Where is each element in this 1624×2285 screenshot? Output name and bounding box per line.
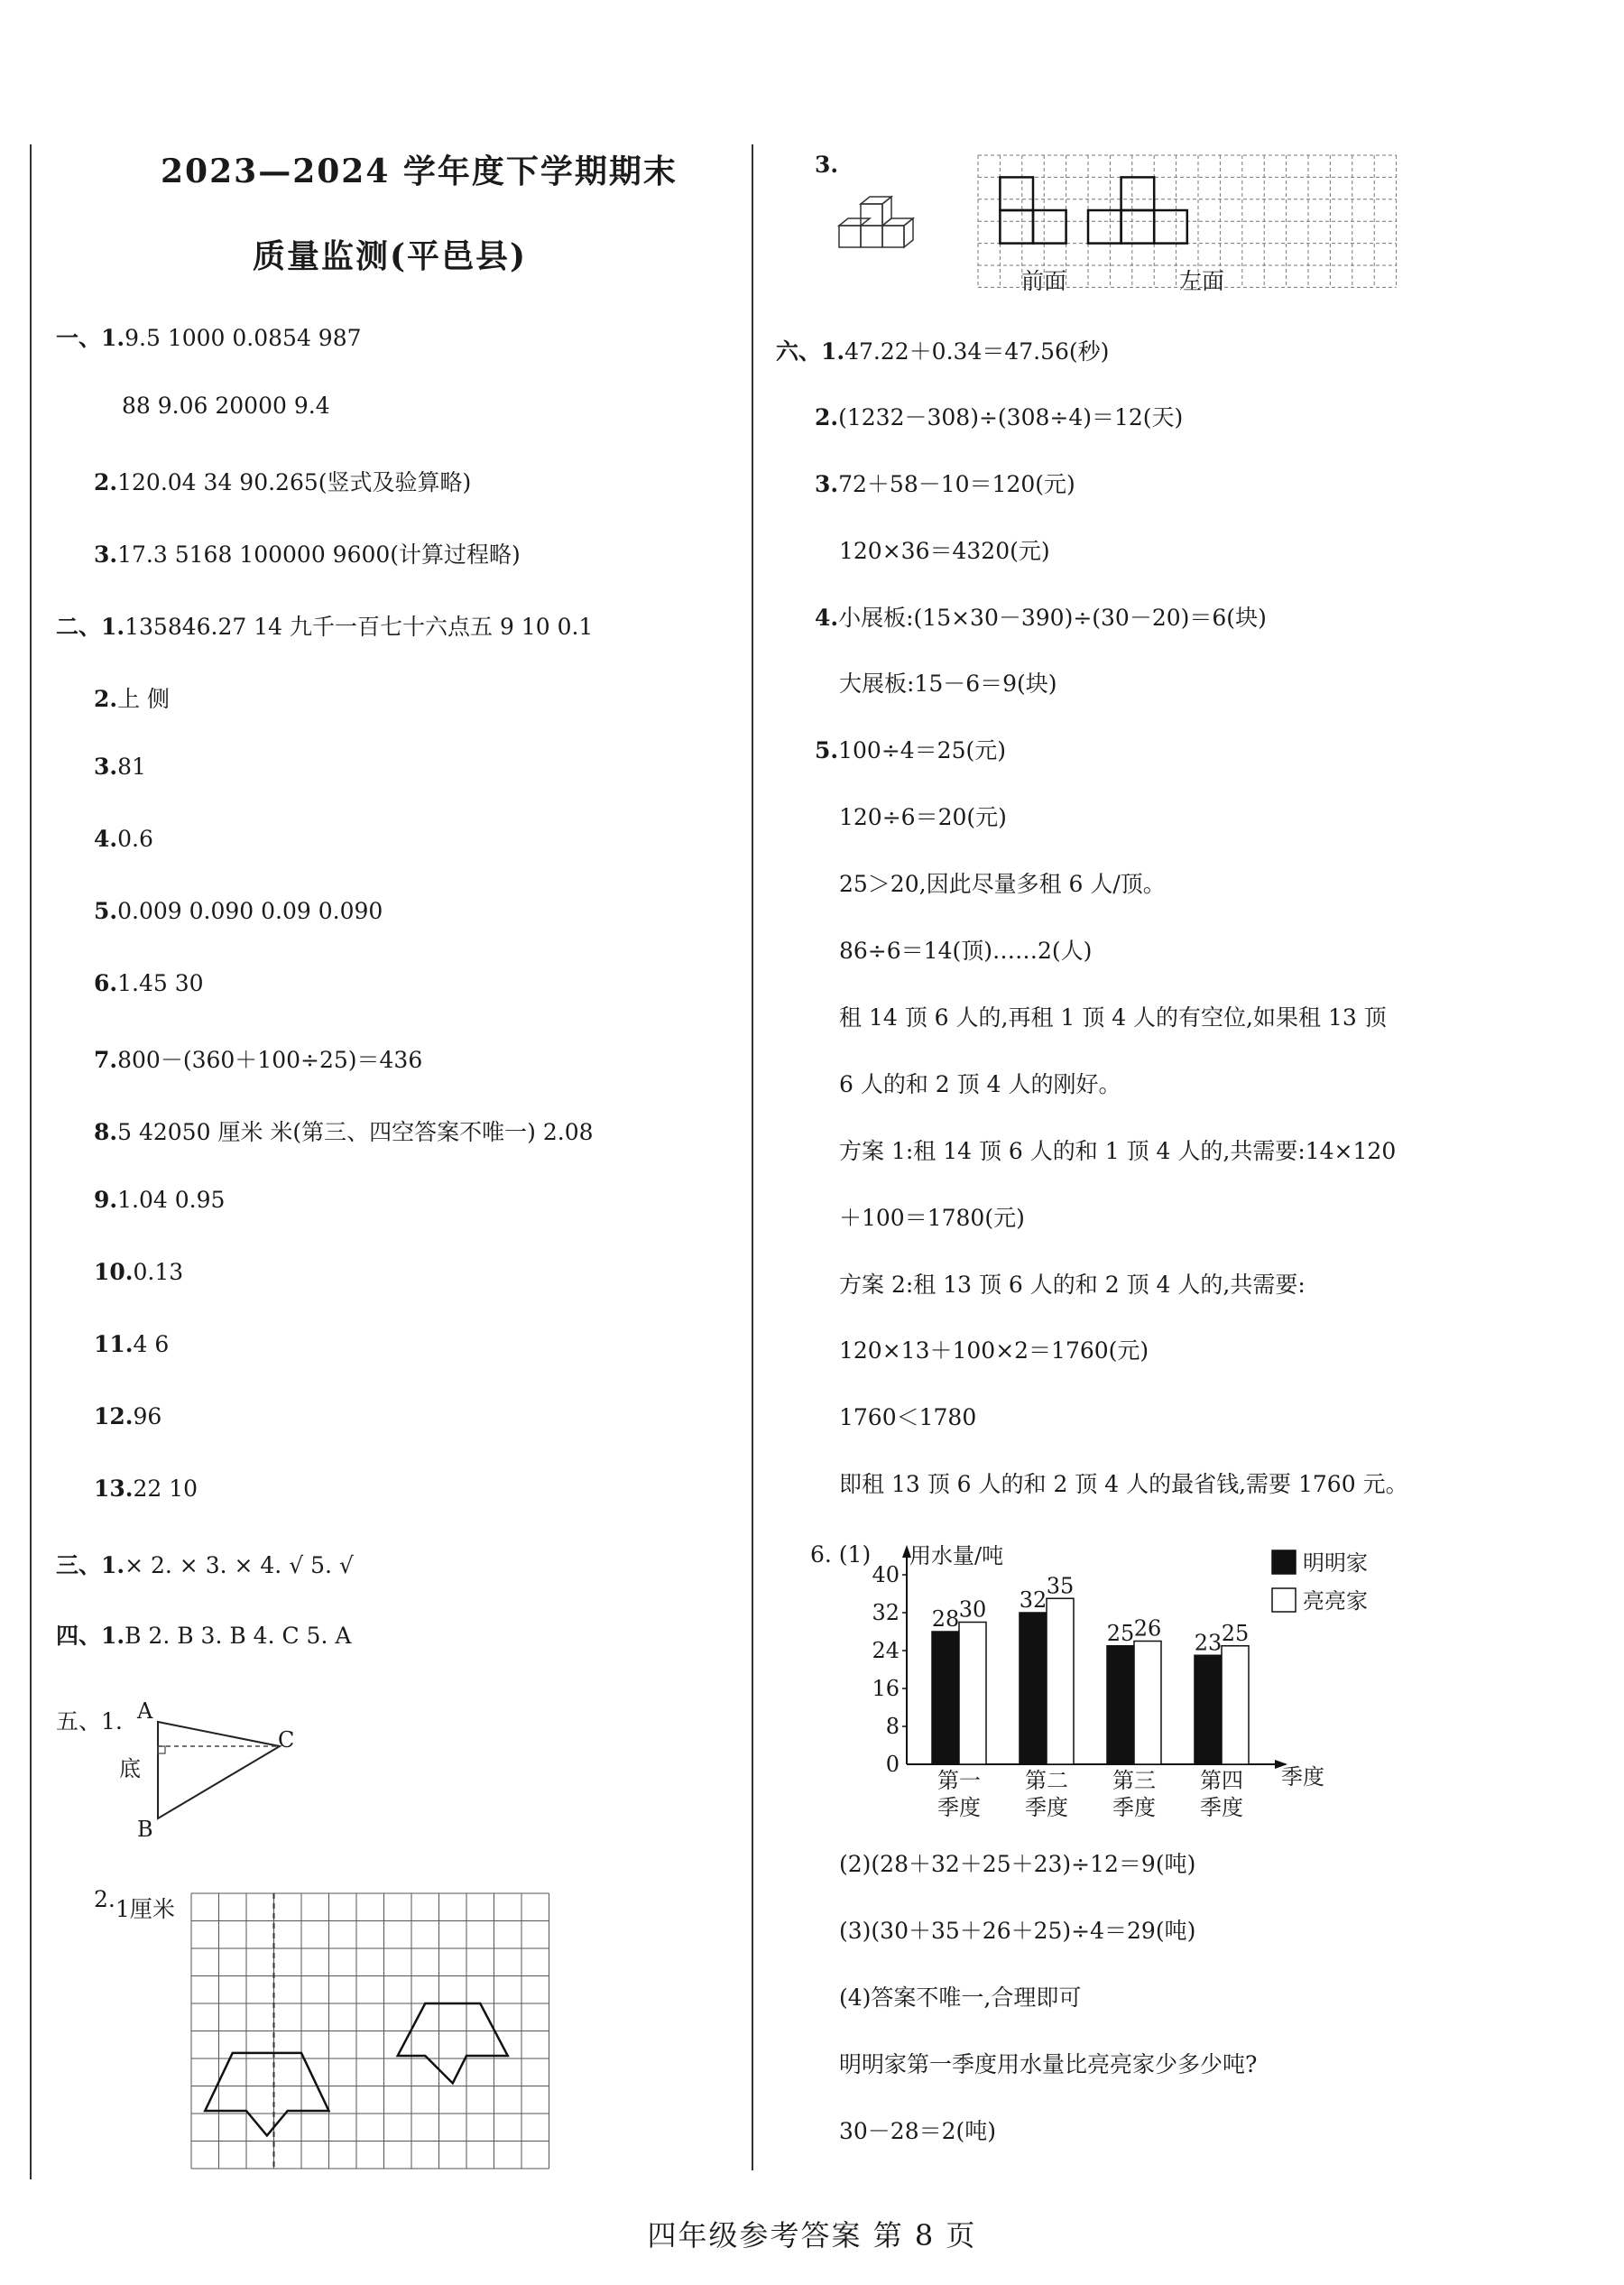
answer-text: 4 6: [133, 1331, 170, 1357]
answer-number: 10.: [94, 1259, 134, 1285]
answer-text: × 2. × 3. × 4. √ 5. √: [125, 1552, 354, 1578]
legend-swatch: [1272, 1588, 1296, 1612]
answer-line: [94, 898, 383, 924]
answer-line: [56, 609, 593, 642]
bar: [1222, 1646, 1249, 1764]
y-tick-label: 24: [872, 1638, 900, 1663]
answer-number: 六、1.: [776, 338, 845, 365]
answer-number: 7.: [94, 1047, 118, 1073]
answer-line: [94, 537, 521, 569]
answer-line: [815, 733, 1006, 765]
x-category-label: 第三: [1112, 1768, 1156, 1793]
answer-text: 1.45 30: [117, 970, 204, 996]
answer-line: [94, 465, 471, 497]
answer-text: 81: [117, 754, 146, 780]
answer-line: [839, 800, 1007, 832]
answer-number: 3.: [94, 754, 118, 780]
answer-number: 13.: [94, 1476, 134, 1502]
answer-text: 30－28＝2(吨): [839, 2118, 997, 2144]
answer-text: 大展板:15－6＝9(块): [839, 671, 1057, 697]
answer-line: [815, 400, 1183, 432]
answer-line: [815, 600, 1267, 633]
answer-number: 9.: [94, 1187, 118, 1213]
answer-line: [94, 1042, 422, 1075]
x-category-label: 第二: [1025, 1768, 1068, 1793]
answer-line: [839, 1913, 1195, 1946]
x-category-label: 季度: [1025, 1795, 1068, 1820]
x-category-label: 季度: [1200, 1795, 1243, 1820]
bar: [932, 1632, 959, 1764]
answer-text: 120.04 34 90.265(竖式及验算略): [117, 469, 472, 495]
answer-line: [56, 320, 362, 353]
answer-number: 四、1.: [56, 1623, 125, 1649]
answer-text: 120÷6＝20(元): [839, 804, 1007, 830]
bar-value-label: 32: [1019, 1587, 1047, 1613]
answer-text: (4)答案不唯一,合理即可: [839, 1984, 1082, 2011]
answer-number: 3.: [815, 471, 839, 497]
cube-stack-figure: [837, 190, 937, 253]
answer-number: 一、1.: [56, 325, 125, 351]
answer-text: 47.22＋0.34＝47.56(秒): [844, 338, 1110, 365]
answer-line: [94, 970, 204, 996]
answer-text: ＋100＝1780(元): [839, 1205, 1025, 1231]
answer-number: 4.: [94, 826, 118, 852]
answer-text: 明明家第一季度用水量比亮亮家少多少吨?: [839, 2051, 1258, 2077]
bar: [1134, 1642, 1161, 1765]
answer-text: 135846.27 14 九千一百七十六点五 9 10 0.1: [125, 614, 594, 640]
triangle-base-label: 底: [119, 1756, 141, 1781]
section5-label: 五、1.: [56, 1708, 123, 1735]
answer-text: (3)(30＋35＋26＋25)÷4＝29(吨): [839, 1918, 1196, 1944]
answer-text: B 2. B 3. B 4. C 5. A: [125, 1623, 352, 1649]
answer-line: [839, 1133, 1396, 1166]
answer-text: 72＋58－10＝120(元): [838, 471, 1075, 497]
left-margin-line: [30, 144, 32, 2179]
answer-line: [94, 1331, 169, 1357]
answer-line: [839, 1267, 1306, 1300]
legend-swatch: [1272, 1550, 1296, 1574]
answer-line: [839, 533, 1050, 566]
page-footer: 四年级参考答案 第 8 页: [647, 2218, 977, 2253]
page-title-line2: 质量监测(平邑县): [253, 237, 528, 275]
y-tick-label: 0: [885, 1752, 900, 1777]
answer-number: 12.: [94, 1403, 134, 1429]
answer-number: 5.: [815, 737, 839, 763]
answer-number: 3.: [94, 541, 118, 568]
answer-text: 方案 2:租 13 顶 6 人的和 2 顶 4 人的,共需要:: [839, 1272, 1306, 1298]
answer-text: 5 42050 厘米 米(第三、四空答案不唯一) 2.08: [117, 1119, 594, 1145]
answer-number: 4.: [815, 605, 839, 631]
answer-line: [839, 2047, 1257, 2079]
answer-text: 1.04 0.95: [117, 1187, 226, 1213]
answer-line: [56, 1548, 354, 1580]
y-tick-label: 40: [872, 1562, 900, 1587]
answer-text: 9.5 1000 0.0854 987: [125, 325, 362, 351]
triangle-label-c: C: [278, 1727, 295, 1753]
answer-line: [839, 666, 1057, 698]
answer-line: [94, 1403, 161, 1429]
triangle-figure: [117, 1697, 325, 1841]
answer-number: 8.: [94, 1119, 118, 1145]
answer-line: [815, 467, 1075, 499]
answer-text: (2)(28＋32＋25＋23)÷12＝9(吨): [839, 1851, 1196, 1877]
bar: [1195, 1655, 1222, 1764]
answer-line: [839, 1000, 1387, 1032]
answer-text: 88 9.06 20000 9.4: [122, 393, 330, 419]
answer-line: [839, 1067, 1121, 1099]
triangle-label-b: B: [137, 1817, 153, 1842]
y-tick-label: 16: [872, 1676, 900, 1701]
answer-text: 即租 13 顶 6 人的和 2 顶 4 人的最省钱,需要 1760 元。: [839, 1471, 1408, 1497]
answer-text: 方案 1:租 14 顶 6 人的和 1 顶 4 人的,共需要:14×120: [839, 1138, 1397, 1164]
y-axis-label: 用水量/吨: [909, 1543, 1004, 1568]
answer-line: [839, 933, 1092, 966]
answer-text: 100÷4＝25(元): [838, 737, 1006, 763]
answer-number: 二、1.: [56, 614, 125, 640]
answer-line: [839, 2114, 996, 2146]
q3-label: 3.: [815, 152, 839, 178]
answer-number: 11.: [94, 1331, 134, 1357]
answer-text: 小展板:(15×30－390)÷(30－20)＝6(块): [838, 605, 1267, 631]
answer-text: 120×13＋100×2＝1760(元): [839, 1337, 1149, 1364]
answer-line: [94, 1187, 225, 1213]
answer-number: 2.: [815, 404, 839, 430]
x-category-label: 第一: [937, 1768, 981, 1793]
bar-value-label: 35: [1046, 1573, 1075, 1599]
bar-value-label: 26: [1133, 1615, 1162, 1642]
answer-number: 2.: [94, 686, 118, 712]
bar-value-label: 25: [1106, 1620, 1135, 1646]
answer-text: 17.3 5168 100000 9600(计算过程略): [117, 541, 521, 568]
bar-value-label: 25: [1221, 1620, 1250, 1646]
grid-unit-label: 1厘米: [115, 1896, 175, 1922]
answer-text: 0.009 0.090 0.09 0.090: [117, 898, 383, 924]
q6-label: 6. (1): [810, 1541, 872, 1568]
x-axis-label: 季度: [1281, 1764, 1324, 1790]
answer-line: [839, 1466, 1408, 1499]
answer-number: 5.: [94, 898, 118, 924]
y-tick-label: 8: [885, 1714, 900, 1739]
answer-line: [839, 1980, 1081, 2012]
answer-text: 96: [133, 1403, 162, 1429]
answer-text: 租 14 顶 6 人的,再租 1 顶 4 人的有空位,如果租 13 顶: [839, 1004, 1387, 1031]
answer-line: [122, 393, 330, 419]
front-view-label: 前面: [1021, 268, 1067, 294]
answer-text: (1232－308)÷(308÷4)＝12(天): [838, 404, 1184, 430]
answer-text: 86÷6＝14(顶)……2(人): [839, 938, 1093, 964]
x-category-label: 季度: [1112, 1795, 1156, 1820]
answer-text: 6 人的和 2 顶 4 人的刚好。: [839, 1071, 1121, 1097]
left-view-label: 左面: [1179, 268, 1225, 294]
y-tick-label: 32: [872, 1600, 900, 1625]
bar-value-label: 23: [1194, 1630, 1223, 1656]
answer-line: [94, 1476, 198, 1502]
bar: [959, 1623, 986, 1765]
bar-value-label: 28: [931, 1606, 960, 1632]
bar: [1047, 1598, 1074, 1764]
answer-line: [94, 681, 170, 714]
answer-text: 0.13: [133, 1259, 184, 1285]
answer-line: [839, 1400, 976, 1432]
answer-number: 2.: [94, 469, 118, 495]
answer-number: 三、1.: [56, 1552, 125, 1578]
answer-line: [56, 1618, 351, 1651]
answer-line: [94, 1115, 594, 1147]
triangle-label-a: A: [137, 1698, 153, 1724]
answer-line: [94, 1259, 183, 1285]
bar: [1020, 1613, 1047, 1764]
answer-text: 1760＜1780: [839, 1404, 977, 1430]
answer-text: 120×36＝4320(元): [839, 538, 1050, 564]
legend-label: 亮亮家: [1303, 1588, 1368, 1614]
legend-label: 明明家: [1303, 1550, 1368, 1576]
answer-text: 上 侧: [117, 686, 171, 712]
answer-text: 25＞20,因此尽量多租 6 人/顶。: [839, 871, 1166, 897]
section5-q2-label: 2.: [94, 1886, 115, 1912]
answer-line: [776, 334, 1109, 366]
answer-text: 22 10: [133, 1476, 198, 1502]
column-divider: [752, 144, 753, 2170]
answer-line: [839, 866, 1166, 899]
bar-value-label: 30: [958, 1596, 987, 1623]
answer-line: [94, 754, 146, 780]
bar: [1107, 1646, 1134, 1764]
water-usage-bar-chart: [857, 1534, 1398, 1832]
answer-line: [839, 1846, 1195, 1879]
x-category-label: 第四: [1200, 1768, 1243, 1793]
answer-text: 800－(360＋100÷25)＝436: [117, 1047, 423, 1073]
answer-line: [94, 826, 153, 852]
answer-number: 6.: [94, 970, 118, 996]
transformation-grid: [191, 1893, 559, 2169]
answer-line: [839, 1333, 1149, 1365]
x-category-label: 季度: [937, 1795, 981, 1820]
page-title-line1: 2023—2024 学年度下学期期末: [161, 153, 678, 190]
answer-line: [839, 1200, 1025, 1233]
answer-text: 0.6: [117, 826, 153, 852]
